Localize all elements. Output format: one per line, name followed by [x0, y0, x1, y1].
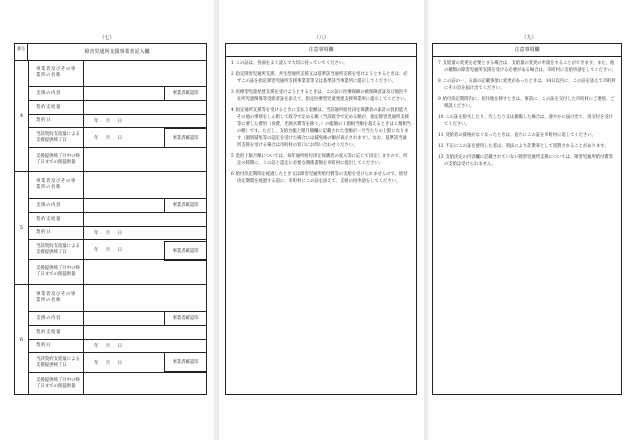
row-provider: [28, 60, 206, 87]
date-field: 年 月 日: [94, 231, 122, 236]
notes-page-2: [428, 0, 630, 440]
notes-page-1: [219, 0, 424, 440]
field-label: 契約支給量: [28, 213, 84, 226]
field-label: 当該契約支給量による支援提供終了日: [28, 128, 84, 147]
field-label: 当該契約支給量による支援提供終了日: [28, 353, 84, 372]
row-amount: [28, 326, 206, 340]
field-label: 契約日: [28, 340, 84, 352]
note-number: 4: [231, 108, 234, 114]
note-item: [438, 61, 616, 75]
field-label: 契約日: [28, 227, 84, 239]
notes-heading: 注意事項欄: [433, 44, 621, 57]
field-label: 事業者及びその事業所の名称: [28, 172, 84, 198]
register-title: 障害児通所支援事業者記入欄: [84, 49, 150, 55]
notes-box: [225, 43, 417, 395]
note-number: 1: [231, 61, 234, 66]
stamp-label: 事業者確認印: [164, 352, 206, 372]
note-number: 9: [438, 97, 441, 102]
date-field: 年 月 日: [94, 247, 122, 253]
note-number: 6: [231, 171, 234, 177]
field-label: 契約支給量: [28, 326, 84, 339]
field-label: 支援の内容: [28, 87, 84, 100]
date-field: 年 月 日: [94, 119, 122, 124]
note-number: 7: [438, 61, 441, 66]
notes-list: [226, 57, 416, 186]
note-item: [231, 154, 411, 168]
register-entry: [15, 60, 206, 172]
row-month-amount: [28, 148, 206, 172]
date-field: 年 月 日: [94, 135, 122, 141]
field-label: 事業者及びその事業所の名称: [28, 285, 84, 311]
row-month-amount: [28, 373, 206, 395]
entry-number: 5: [15, 172, 29, 284]
register-table: [14, 43, 207, 395]
row-provider: [28, 285, 206, 312]
page-number: （九）: [521, 35, 537, 41]
note-number: 11: [438, 133, 444, 138]
field-label: 支援提供終了月中の終了日までの既提供量: [28, 260, 84, 284]
note-item: [231, 108, 411, 149]
field-label: 支援の内容: [28, 199, 84, 212]
date-field: 年 月 日: [94, 360, 122, 366]
note-item: [438, 144, 616, 151]
number-header: 番号: [15, 44, 28, 60]
note-number: 13: [438, 155, 444, 161]
row-month-amount: [28, 260, 206, 285]
note-item: [438, 79, 616, 93]
note-text: 指定障害児通所支援、共生型通所支援又は基準該当通所支援を受けようとするときは、必ずこの証を指定障害児通所支援事業者等又は基準該当事業所に提示してください。: [235, 72, 408, 84]
row-amount: [28, 213, 206, 227]
note-item: [438, 97, 616, 111]
note-item: [231, 72, 411, 86]
note-number: 2: [231, 72, 234, 78]
note-text: この証の一、五面の記載事項に変更があったときは、14日以内に、この証を添えて市町村にその旨を届け出てください。: [442, 79, 616, 91]
note-text: 支給量の変更を必要とする場合は、支給量の変更の申請をすることができます。また、他の種類の障害児通所支援を受ける必要がある場合は、市町村に支給申請をしてください。: [442, 61, 616, 73]
row-contract-date: [28, 227, 206, 240]
field-label: 支援提供終了月中の終了日までの既提供量: [28, 373, 84, 394]
note-item: [231, 61, 411, 68]
note-text: 給付決定期間を経過したとき又は障害児通所給付費等の支給を受けられませんので、給付決定期間を経過する前に、市町村にこの証を添えて、支給の再申請をしてください。: [235, 171, 408, 184]
stamp-label: 事業者確認印: [164, 199, 206, 213]
register-entry: [15, 285, 206, 395]
note-number: 8: [438, 79, 441, 84]
row-contract-date: [28, 115, 206, 128]
stamp-label: 事業者確認印: [164, 312, 206, 326]
note-text: 不正にこの証を使用した者は、刑法により詐欺罪として処罰されることがあります。: [445, 144, 609, 150]
note-text: この証を紛失したり、汚したり又は損傷した場合は、速やかに届け出て、再交付を受けてください。: [444, 115, 613, 127]
note-number: 3: [231, 90, 234, 96]
register-page: [0, 0, 214, 440]
notes-heading: 注意事項欄: [226, 44, 416, 57]
page-number: （七）: [99, 35, 115, 41]
note-number: 12: [438, 144, 444, 150]
register-entry: [15, 172, 206, 285]
note-item: [438, 115, 616, 129]
note-text: この証は、各面をよく読んで大切に持っていてください。: [235, 61, 348, 66]
note-item: [231, 90, 411, 104]
note-text: 医療型児童発達支援を受けようとするときは、この証に医療保険の被保険者証及び他医不在所児童関係等受給者証を添えて、指定医療型児童発達支援事業所に提示してください。: [235, 90, 409, 102]
note-number: 5: [231, 153, 234, 159]
field-label: 事業者及びその事業所の名称: [28, 60, 84, 86]
note-text: 指定通所支援等を受けるときに支払う金額は、当該通所給付決定保護者の家計の負担能力その他の事情をしん酌して政令で定める額（当該政令で定める額が、指定障害児通所支援等に要した費用（食費、光熱水費等を除く。）の総額の１割相当額を超えるときは１割相当の額）です。ただし、支給台帳上限月額欄に記載された金額が一月当たりの上限になります（個別減免等の認定を受けた場合には減免後の額が表示されます）。なお、基準該当通所支援を受ける場合は市町村の窓口にお問い合わせください。: [235, 108, 411, 148]
field-label: 支援提供終了月中の終了日までの既提供量: [28, 148, 84, 171]
page-number: （八）: [313, 35, 329, 41]
field-label: 支援の内容: [28, 312, 84, 325]
note-item: [438, 155, 616, 169]
note-number: 10: [438, 115, 444, 120]
note-text: 支給決定の内容欄に記載されていない障害児通所支援については、障害児通所給付費等の支給は受けられません。: [444, 155, 613, 168]
field-label: 契約日: [28, 115, 84, 127]
field-label: 当該契約支給量による支援提供終了日: [28, 240, 84, 259]
notes-box: [432, 43, 622, 395]
entry-number: 6: [15, 285, 29, 395]
field-label: 契約支給量: [28, 101, 84, 114]
date-field: 年 月 日: [94, 344, 122, 349]
entry-number: 4: [15, 60, 29, 171]
notes-list: [433, 57, 621, 169]
row-provider: [28, 172, 206, 199]
note-text: 受給者の資格がなくなったときは、直ちにこの証を市町村に返してください。: [445, 133, 596, 138]
stamp-label: 事業者確認印: [164, 87, 206, 101]
stamp-label: 事業者確認印: [164, 241, 206, 261]
note-item: [438, 133, 616, 140]
note-text: 負担上限月額については、毎年通所給付決定保護者の収入等に応じて決定しますので、所定の時期に、この証と認定に必要な関係書類を市町村に提出してください。: [235, 153, 408, 166]
row-amount: [28, 101, 206, 115]
note-text: 給付決定期間内に、居住地を移すときは、事前に、この証を交付した市町村にご連絡、ご相談ください。: [442, 97, 615, 109]
note-item: [231, 172, 411, 186]
stamp-label: 事業者確認印: [164, 128, 206, 148]
